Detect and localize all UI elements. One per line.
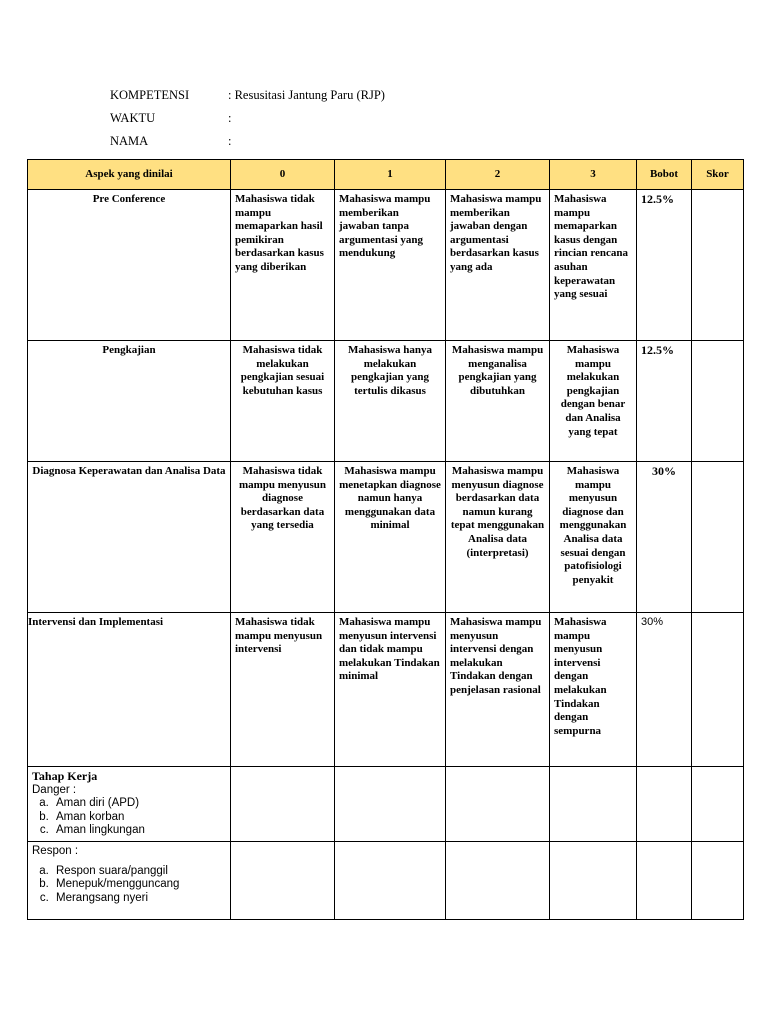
tahap-kerja-respon-cell [28, 841, 231, 919]
empty-cell [637, 767, 692, 842]
table-row-respon [28, 841, 744, 919]
skor-cell[interactable] [692, 190, 744, 341]
empty-cell [335, 767, 446, 842]
header-score-1: 1 [335, 160, 446, 190]
tahap-kerja-title: Tahap Kerja [32, 769, 98, 783]
criteria-2-cell: Mahasiswa mampu menyusun diagnose berdasarkan data namun kurang tepat menggunakan Analisa data (interpretasi) [446, 462, 550, 613]
criteria-2-cell: Mahasiswa mampu menganalisa pengkajian yang dibutuhkan [446, 341, 550, 462]
form-header [110, 86, 385, 155]
criteria-0-cell: Mahasiswa tidak melakukan pengkajian sesuai kebutuhan kasus [231, 341, 335, 462]
criteria-3-cell: Mahasiswa mampu melakukan pengkajian dengan benar dan Analisa yang tepat [550, 341, 637, 462]
skor-cell[interactable] [692, 341, 744, 462]
skor-cell[interactable] [692, 462, 744, 613]
empty-cell [637, 841, 692, 919]
header-aspek: Aspek yang dinilai [28, 160, 231, 190]
criteria-1-cell: Mahasiswa mampu menetapkan diagnose namun hanya menggunakan data minimal [335, 462, 446, 613]
skor-cell[interactable] [692, 613, 744, 767]
empty-cell [446, 767, 550, 842]
danger-label: Danger : [32, 783, 77, 796]
criteria-3-cell: Mahasiswa mampu menyusun diagnose dan menggunakan Analisa data sesuai dengan patofisiologi penyakit [550, 462, 637, 613]
kompetensi-label: KOMPETENSI [110, 88, 190, 102]
kompetensi-row [110, 86, 385, 109]
kompetensi-value: : Resusitasi Jantung Paru (RJP) [228, 88, 385, 102]
aspect-cell: Intervensi dan Implementasi [28, 613, 231, 767]
header-bobot: Bobot [637, 160, 692, 190]
empty-cell [550, 767, 637, 842]
criteria-3-cell: Mahasiswa mampu memaparkan kasus dengan rincian rencana asuhan keperawatan yang sesuai [550, 190, 637, 341]
aspect-cell: Diagnosa Keperawatan dan Analisa Data [28, 462, 231, 613]
list-item: c. Aman lingkungan [52, 824, 226, 838]
empty-cell [231, 767, 335, 842]
empty-cell [446, 841, 550, 919]
list-item: a. Aman diri (APD) [52, 797, 226, 811]
respon-list [32, 865, 226, 906]
tahap-kerja-danger-cell [28, 767, 231, 842]
header-score-0: 0 [231, 160, 335, 190]
criteria-1-cell: Mahasiswa mampu memberikan jawaban tanpa argumentasi yang mendukung [335, 190, 446, 341]
nama-value: : [228, 134, 232, 148]
bobot-cell: 30% [637, 462, 692, 613]
table-row [28, 190, 744, 341]
criteria-0-cell: Mahasiswa tidak mampu memaparkan hasil pemikiran berdasarkan kasus yang diberikan [231, 190, 335, 341]
criteria-0-cell: Mahasiswa tidak mampu menyusun intervensi [231, 613, 335, 767]
empty-cell [692, 767, 744, 842]
criteria-1-cell: Mahasiswa hanya melakukan pengkajian yang tertulis dikasus [335, 341, 446, 462]
header-skor: Skor [692, 160, 744, 190]
nama-label: NAMA [110, 134, 149, 148]
list-item: a. Respon suara/panggil [52, 865, 226, 879]
aspect-cell: Pre Conference [28, 190, 231, 341]
header-score-2: 2 [446, 160, 550, 190]
table-row [28, 462, 744, 613]
waktu-value: : [228, 111, 232, 125]
criteria-3-cell: Mahasiswa mampu menyusun intervensi dengan melakukan Tindakan dengan sempurna [550, 613, 637, 767]
criteria-0-cell: Mahasiswa tidak mampu menyusun diagnose berdasarkan data yang tersedia [231, 462, 335, 613]
empty-cell [550, 841, 637, 919]
respon-label: Respon : [32, 844, 79, 857]
bobot-cell: 12.5% [637, 341, 692, 462]
empty-cell [231, 841, 335, 919]
waktu-label: WAKTU [110, 111, 156, 125]
table-row [28, 613, 744, 767]
aspect-cell: Pengkajian [28, 341, 231, 462]
list-item: c. Merangsang nyeri [52, 892, 226, 906]
table-row-danger [28, 767, 744, 842]
assessment-rubric-table [27, 159, 744, 920]
criteria-1-cell: Mahasiswa mampu menyusun intervensi dan tidak mampu melakukan Tindakan minimal [335, 613, 446, 767]
table-header-row [28, 160, 744, 190]
criteria-2-cell: Mahasiswa mampu menyusun intervensi dengan melakukan Tindakan dengan penjelasan rasional [446, 613, 550, 767]
table-row [28, 341, 744, 462]
empty-cell [335, 841, 446, 919]
bobot-cell: 12.5% [637, 190, 692, 341]
list-item: b. Aman korban [52, 811, 226, 825]
bobot-cell: 30% [637, 613, 692, 767]
list-item: b. Menepuk/mengguncang [52, 878, 226, 892]
criteria-2-cell: Mahasiswa mampu memberikan jawaban dengan argumentasi berdasarkan kasus yang ada [446, 190, 550, 341]
nama-row [110, 132, 385, 155]
waktu-row [110, 109, 385, 132]
header-score-3: 3 [550, 160, 637, 190]
danger-list [32, 797, 226, 838]
empty-cell [692, 841, 744, 919]
